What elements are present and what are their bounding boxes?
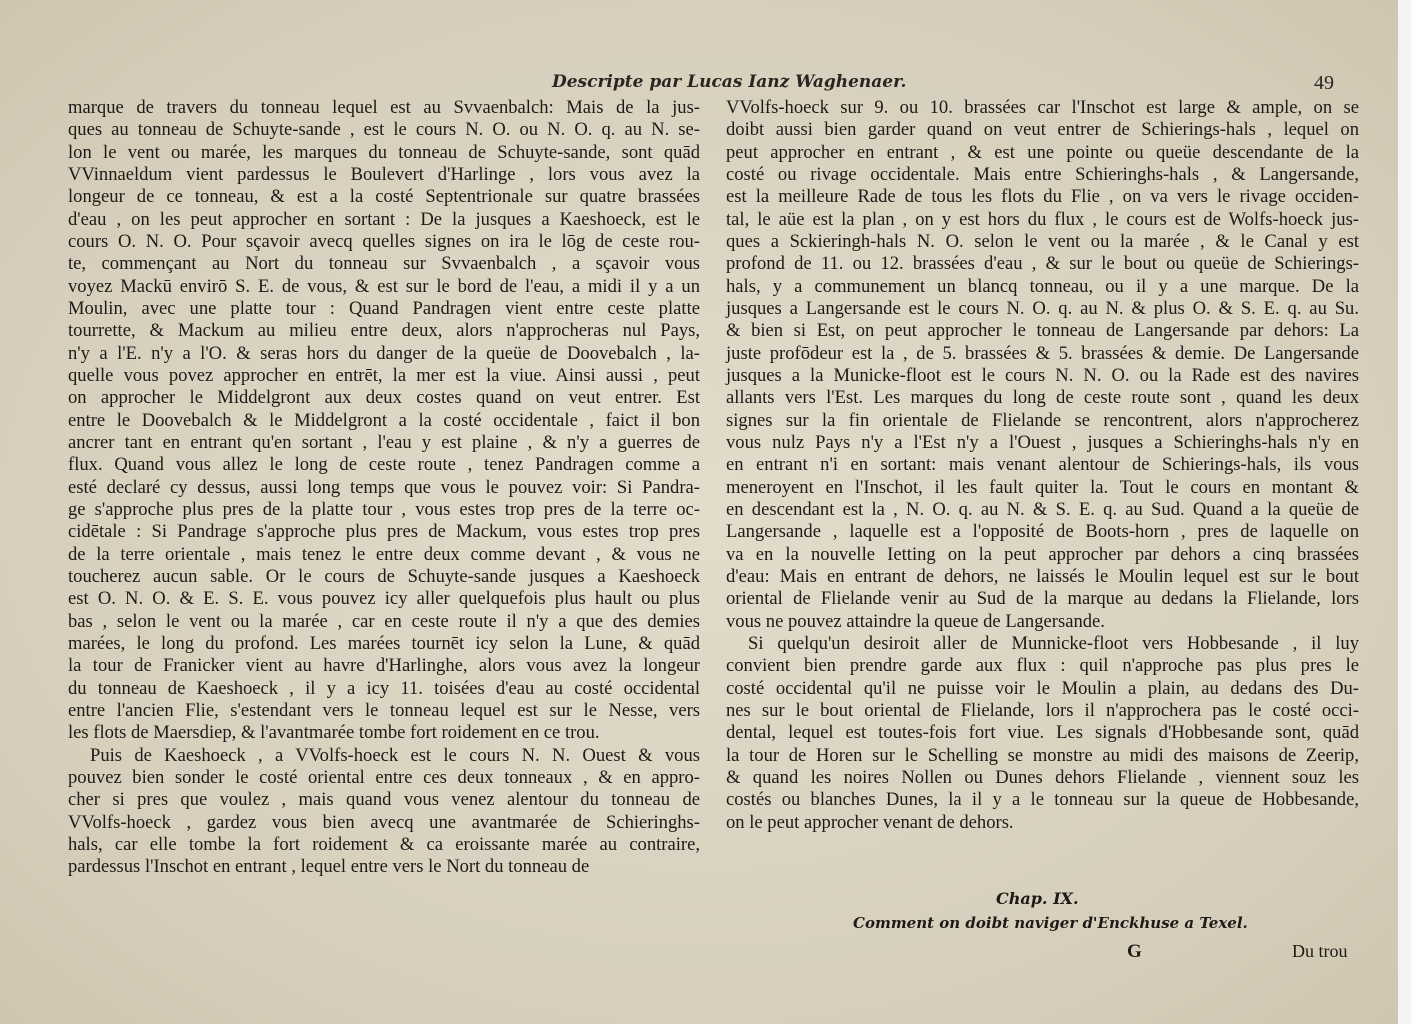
running-title: Descripte par Lucas Ianz Waghenaer. xyxy=(552,72,907,92)
text-line: tal, le aüe est la plan , on y est hors du flux , le cours est de Wolfs-hoeck jus- xyxy=(726,208,1359,230)
text-line: hals, y a communement un blancq tonneau, ou il y a une marque. De la xyxy=(726,275,1359,297)
text-line: la tour de Horen sur le Schelling se monstre au midi des maisons de Zeerip, xyxy=(726,744,1359,766)
scan-margin xyxy=(1398,0,1411,1024)
text-line: flux. Quand vous allez le long de ceste route , tenez Pandragen comme a xyxy=(68,454,700,476)
text-line: meneroyent en l'Inschot, il les fault quiter la. Tout le cours en montant & xyxy=(726,476,1359,498)
text-line: du tonneau de Kaeshoeck , il y a icy 11. toisées d'eau au costé occidental xyxy=(68,677,700,699)
text-line: hals, car elle tombe la fort roidement & ca eroissante marée au contraire, xyxy=(68,833,700,855)
text-line: vous nulz Pays n'y a l'Est n'y a l'Ouest , jusques a Schieringhs-hals n'y en xyxy=(726,431,1359,453)
text-line: est la meilleure Rade de tous les flots du Flie , on va vers le rivage occiden- xyxy=(726,186,1359,208)
chapter-heading: Chap. IX. xyxy=(996,889,1079,908)
text-line: costé ou rivage occidentale. Mais entre Schieringhs-hals , & Langersande, xyxy=(726,163,1359,185)
text-line: marées, le long du profond. Les marées tournēt icy selon la Lune, & quād xyxy=(68,632,700,654)
text-line: ancrer tant en entrant qu'en sortant , l'eau y est plaine , & n'y a guerres de xyxy=(68,431,700,453)
text-line: longeur de ce tonneau, & est a la costé Septentrionale sur quatre brassées xyxy=(68,186,700,208)
text-line: vous ne pouvez attaindre la queue de Langersande. xyxy=(726,610,1105,632)
text-line: Langersande , laquelle est a l'opposité de Boots-horn , pres de laquelle on xyxy=(726,521,1359,543)
text-line: ques au tonneau de Schuyte-sande , est le cours N. O. ou N. O. q. au N. se- xyxy=(68,119,700,141)
text-line: voyez Mackū envirō S. E. de vous, & est sur le bord de l'eau, a midi il y a un xyxy=(68,275,700,297)
text-line: va en la nouvelle Ietting on la peut approcher par dehors a cinq brassées xyxy=(726,543,1359,565)
text-line: jusques a la Municke-floot est le cours N. N. O. ou la Rade est des navires xyxy=(726,364,1359,386)
text-line: quelle vous povez approcher en entrēt, la mer est la viue. Ainsi aussi , peut xyxy=(68,364,700,386)
text-line: profond de 11. ou 12. brassées d'eau , & sur le bout ou queüe de Schierings- xyxy=(726,253,1359,275)
text-line: entre le Doovebalch & le Middelgront a la costé occidentale , faict il bon xyxy=(68,409,700,431)
text-line: esté declaré cy dessus, aussi long temps que vous le pouvez voir: Si Pandra- xyxy=(68,476,700,498)
text-line: d'eau: Mais en entrant de dehors, ne laissés le Moulin lequel est sur le bout xyxy=(726,565,1359,587)
text-line: Moulin, avec une platte tour : Quand Pandragen vient entre ceste platte xyxy=(68,297,700,319)
right-text-column xyxy=(726,97,1359,834)
text-line: Puis de Kaeshoeck , a VVolfs-hoeck est le cours N. N. Ouest & vous xyxy=(90,744,700,766)
text-line: peut approcher en entrant , & est une pointe ou queüe descendante de la xyxy=(726,141,1359,163)
text-line: VVolfs-hoeck sur 9. ou 10. brassées car l'Inschot est large & ample, on se xyxy=(726,97,1359,118)
text-line: cher si pres que voulez , mais quand vous venez alentour du tonneau de xyxy=(68,789,700,811)
text-line: la tour de Franicker vient au havre d'Harlinghe, alors vous avez la longeur xyxy=(68,655,700,677)
text-line: cours O. N. O. Pour sçavoir avecq quelles signes on ira le lōg de ceste rou- xyxy=(68,230,700,252)
text-line: VVolfs-hoeck , gardez vous bien avecq une avantmarée de Schieringhs- xyxy=(68,811,700,833)
text-line: lon le vent ou marée, les marques du tonneau de Schuyte-sande, sont quād xyxy=(68,141,700,163)
signature-mark: G xyxy=(1127,941,1142,962)
text-line: Si quelqu'un desiroit aller de Munnicke-floot vers Hobbesande , il luy xyxy=(748,632,1359,654)
left-text-column xyxy=(68,97,700,878)
text-line: tourrette, & Mackum au milieu entre deux, alors n'approcheras nul Pays, xyxy=(68,320,700,342)
text-line: costés ou blanches Dunes, la il y a le tonneau sur la queue de Hobbesande, xyxy=(726,789,1359,811)
text-line: doibt aussi bien garder quand on veut entrer de Schierings-hals , lequel on xyxy=(726,119,1359,141)
text-line: on approcher le Middelgront aux deux costes quand on veut entrer. Est xyxy=(68,387,700,409)
text-line: dental, lequel est toutes-fois fort viue. Les signals d'Hobbesande sont, quād xyxy=(726,722,1359,744)
text-line: n'y a l'E. n'y a l'O. & seras hors du danger de la queüe de Doovebalch , la- xyxy=(68,342,700,364)
text-line: nes sur le bout oriental de Flielande, lors il n'approchera pas le costé occi- xyxy=(726,699,1359,721)
text-line: ques a Sckieringh-hals N. O. selon le vent ou la marée , & le Canal y est xyxy=(726,230,1359,252)
text-line: bas , selon le vent ou la marée , car en ceste route il n'y a que des demies xyxy=(68,610,700,632)
text-line: allants vers l'Est. Les marques du long de ceste route sont , quand les deux xyxy=(726,387,1359,409)
text-line: te, commençant au Nort du tonneau sur Svvaenbalch , a sçavoir vous xyxy=(68,253,700,275)
text-line: les flots de Maersdiep, & l'avantmarée tombe fort roidement en ce trou. xyxy=(68,722,600,744)
text-line: convient bien prendre garde aux flux : quil n'approche pas plus pres le xyxy=(726,655,1359,677)
text-line: en descendant est la , N. O. q. au N. & S. E. q. au Sud. Quand a la queüe de xyxy=(726,498,1359,520)
text-line: marque de travers du tonneau lequel est au Svvaenbalch: Mais de la jus- xyxy=(68,97,700,118)
text-line: VVinnaeldum vient pardessus le Boulevert d'Harlinge , lors vous avez la xyxy=(68,163,700,185)
text-line: entre l'ancien Flie, s'estendant vers le tonneau lequel est sur le Nesse, vers xyxy=(68,699,700,721)
chapter-title: Comment on doibt naviger d'Enckhuse a Texel. xyxy=(853,914,1248,932)
text-line: pardessus l'Inschot en entrant , lequel entre vers le Nort du tonneau de xyxy=(68,856,590,878)
text-line: cidētale : Si Pandrage s'approche plus pres de Mackum, vous estes trop pres xyxy=(68,521,700,543)
text-line: on le peut approcher venant de dehors. xyxy=(726,811,1014,833)
text-line: costé occidental qu'il ne puisse voir le Moulin a plain, au dedans des Du- xyxy=(726,677,1359,699)
text-line: juste profōdeur est la , de 5. brassées & 5. brassées & demie. De Langersande xyxy=(726,342,1359,364)
catchword: Du trou xyxy=(1292,941,1348,961)
page-number: 49 xyxy=(1314,72,1334,94)
text-line: & quand les noires Nollen ou Dunes dehors Flielande , viennent souz les xyxy=(726,766,1359,788)
text-line: jusques a Langersande est le cours N. O. q. au N. & plus O. & S. E. q. au Su. xyxy=(726,297,1359,319)
text-line: & bien si Est, on peut approcher le tonneau de Langersande par dehors: La xyxy=(726,320,1359,342)
text-line: signes sur la fin orientale de Flielande se rencontrent, alors n'approcherez xyxy=(726,409,1359,431)
text-line: de la terre orientale , mais tenez le entre deux comme devant , & vous ne xyxy=(68,543,700,565)
text-line: est O. N. O. & E. S. E. vous pouvez icy aller quelquefois plus hault ou plus xyxy=(68,588,700,610)
text-line: pouvez bien sonder le costé oriental entre ces deux tonneaux , & en appro- xyxy=(68,766,700,788)
text-line: d'eau , on les peut approcher en sortant : De la jusques a Kaeshoeck, est le xyxy=(68,208,700,230)
text-line: oriental de Flielande venir au Sud de la marque au dedans la Flielande, lors xyxy=(726,588,1359,610)
text-line: toucherez aucun sable. Or le cours de Schuyte-sande jusques a Kaeshoeck xyxy=(68,565,700,587)
text-line: ge s'approche plus pres de la platte tour , vous estes trop pres de la terre oc- xyxy=(68,498,700,520)
text-line: en entrant n'i en sortant: mais venant alentour de Schierings-hals, ils vous xyxy=(726,454,1359,476)
